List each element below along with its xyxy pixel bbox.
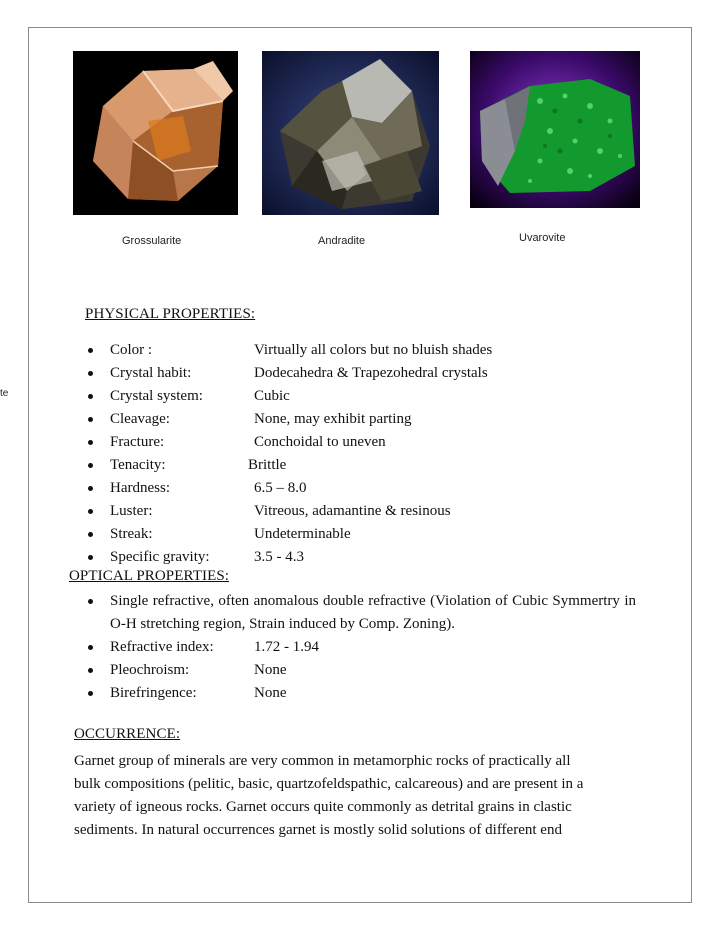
occurrence-paragraph	[74, 750, 640, 842]
paragraph-line: sediments. In natural occurrences garnet is mostly solid solutions of different end	[74, 822, 562, 838]
property-key: Color :	[110, 342, 153, 358]
property-value: Virtually all colors but no bluish shades	[254, 342, 493, 358]
optical-properties-heading: OPTICAL PROPERTIES:	[69, 568, 230, 584]
uvarovite-crystal-photo	[470, 51, 640, 208]
property-key: Refractive index:	[110, 639, 214, 655]
property-value: 1.72 - 1.94	[254, 639, 319, 655]
physical-properties-heading: PHYSICAL PROPERTIES:	[85, 306, 256, 322]
property-key: Crystal system:	[110, 388, 203, 404]
paragraph-line: Garnet group of minerals are very common in metamorphic rocks of practically all	[74, 753, 571, 769]
property-key: Luster:	[110, 503, 153, 519]
property-value: 3.5 - 4.3	[254, 549, 304, 565]
grossularite-caption: Grossularite	[122, 235, 182, 247]
property-key: Birefringence:	[110, 685, 197, 701]
property-value: Brittle	[248, 457, 287, 473]
property-value: Undeterminable	[254, 526, 351, 542]
paragraph-line: bulk compositions (pelitic, basic, quartzofeldspathic, calcareous) and are present in a	[74, 776, 584, 792]
property-value: None	[254, 685, 287, 701]
occurrence-heading: OCCURRENCE:	[74, 726, 181, 742]
property-key: Streak:	[110, 526, 153, 542]
property-key: Cleavage:	[110, 411, 170, 427]
property-key: Tenacity:	[110, 457, 166, 473]
property-value: Conchoidal to uneven	[254, 434, 386, 450]
andradite-caption: Andradite	[318, 235, 366, 247]
property-value: Vitreous, adamantine & resinous	[254, 503, 451, 519]
property-value: 6.5 – 8.0	[254, 480, 307, 496]
property-key: Pleochroism:	[110, 662, 190, 678]
grossularite-crystal-photo	[73, 51, 238, 215]
property-value: Dodecahedra & Trapezohedral crystals	[254, 365, 488, 381]
paragraph-line: variety of igneous rocks. Garnet occurs quite commonly as detrital grains in clastic	[74, 799, 572, 815]
property-value: None	[254, 662, 287, 678]
property-key: Fracture:	[110, 434, 165, 450]
margin-text-fragment: te	[0, 388, 9, 399]
property-key: Specific gravity:	[110, 549, 210, 565]
property-key: Hardness:	[110, 480, 170, 496]
property-value: None, may exhibit parting	[254, 411, 412, 427]
optical-description: Single refractive, often anomalous double refractive (Violation of Cubic Symmertry in O-H stretching region, Strain induced by Comp. Zoning).	[110, 593, 636, 632]
property-key: Crystal habit:	[110, 365, 192, 381]
andradite-crystal-icon	[262, 51, 439, 215]
uvarovite-crystal-icon	[470, 51, 640, 208]
uvarovite-caption: Uvarovite	[519, 232, 566, 244]
property-value: Cubic	[254, 388, 290, 404]
andradite-crystal-photo	[262, 51, 439, 215]
grossularite-crystal-icon	[73, 51, 238, 215]
